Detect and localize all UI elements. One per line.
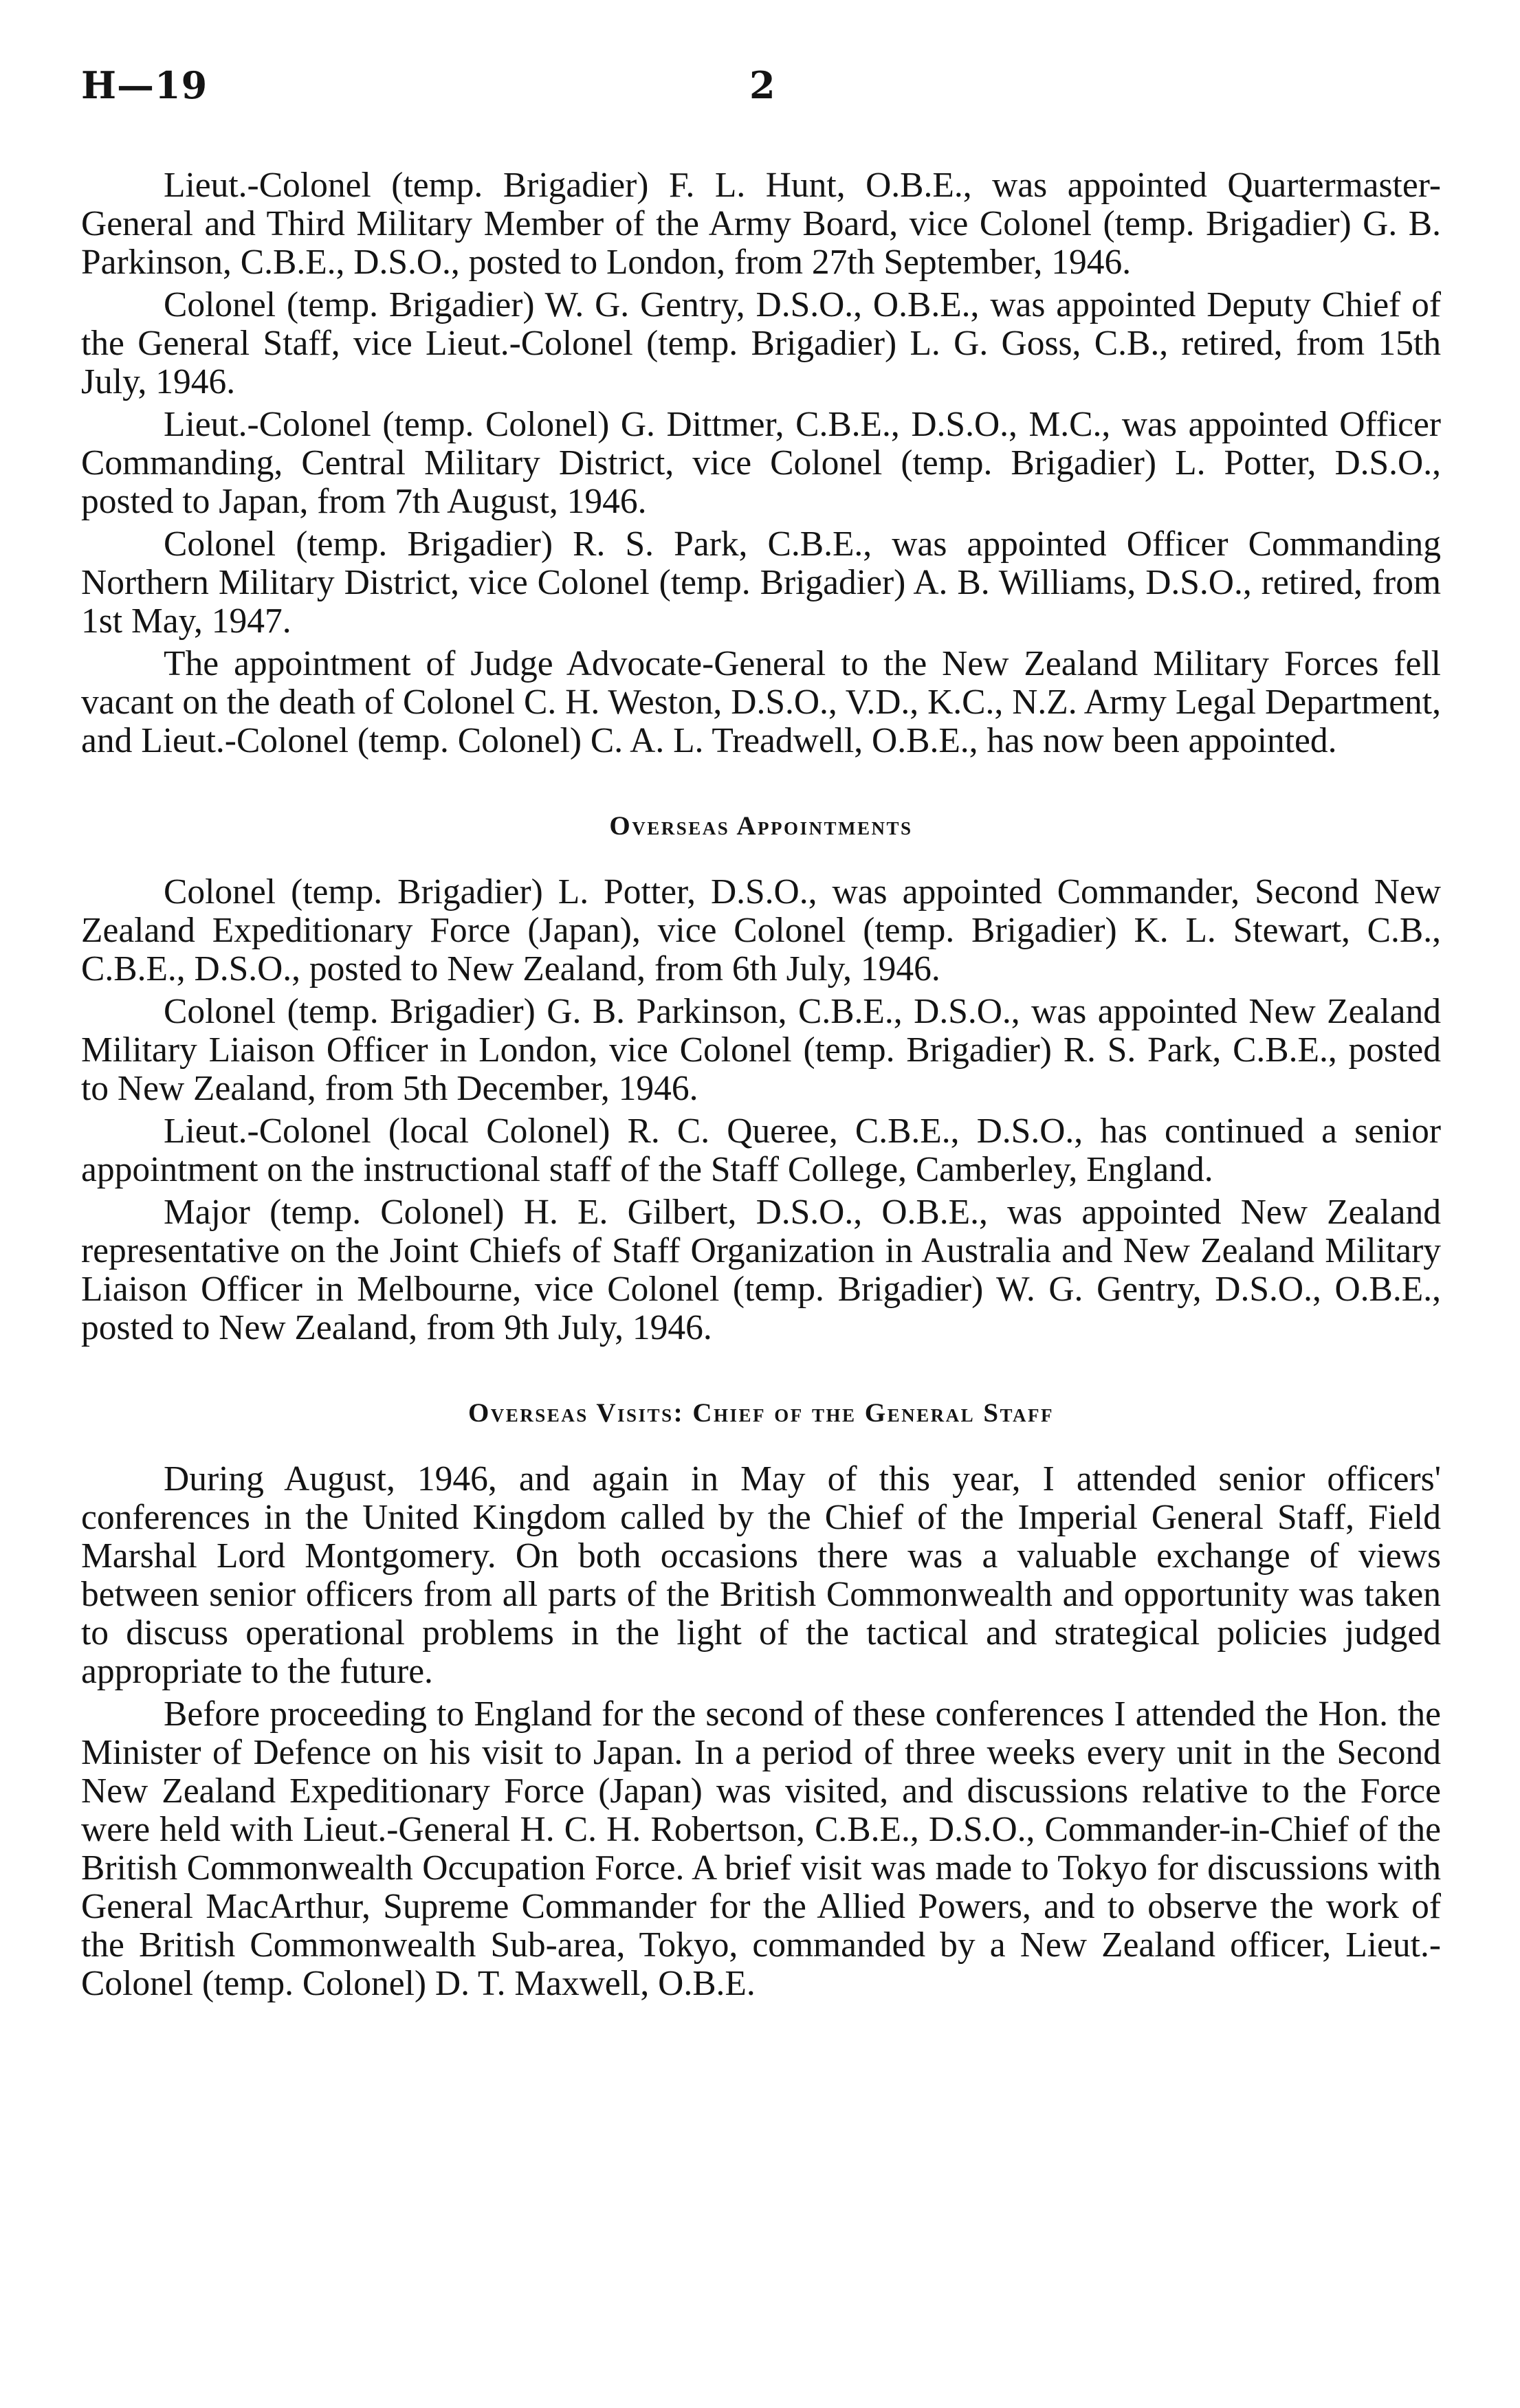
body-text (81, 166, 1441, 2007)
page-number: 2 (749, 63, 775, 107)
paragraph: The appointment of Judge Advocate-General to the New Zealand Military Forces fell vacant on the death of Colonel C. H. Weston, D.S.O., V.D., K.C., N.Z. Army Legal Department, and Lieut.-Colonel (temp. Colonel) C. A. L. Treadwell, O.B.E., has now been appointed. (81, 644, 1441, 760)
document-reference: H—19 (81, 63, 208, 107)
paragraph: Before proceeding to England for the second of these conferences I attended the Hon. the Minister of Defence on his visit to Japan. In a period of three weeks every unit in the Second New Zealand Expeditionary Force (Japan) was visited, and discussions relative to the Force were held with Lieut.-General H. C. H. Robertson, C.B.E., D.S.O., Commander-in-Chief of the British Commonwealth Occupation Force. A brief visit was made to Tokyo for discussions with General MacArthur, Supreme Commander for the Allied Powers, and to observe the work of the British Commonwealth Sub-area, Tokyo, commanded by a New Zealand officer, Lieut.-Colonel (temp. Colonel) D. T. Maxwell, O.B.E. (81, 1694, 1441, 2003)
paragraph: Lieut.-Colonel (local Colonel) R. C. Queree, C.B.E., D.S.O., has continued a senior appointment on the instructional staff of the Staff College, Camberley, England. (81, 1112, 1441, 1189)
section-overseas-appointments (81, 807, 1441, 1347)
section-appointments (81, 166, 1441, 760)
page-header (81, 63, 1449, 132)
section-heading: Overseas Appointments (609, 811, 913, 841)
paragraph: Lieut.-Colonel (temp. Brigadier) F. L. Hunt, O.B.E., was appointed Quartermaster-General and Third Military Member of the Army Board, vice Colonel (temp. Brigadier) G. B. Parkinson, C.B.E., D.S.O., posted to London, from 27th September, 1946. (81, 166, 1441, 282)
paragraph: Colonel (temp. Brigadier) G. B. Parkinson, C.B.E., D.S.O., was appointed New Zealand Military Liaison Officer in London, vice Colonel (temp. Brigadier) R. S. Park, C.B.E., posted to New Zealand, from 5th December, 1946. (81, 992, 1441, 1108)
paragraph: Colonel (temp. Brigadier) W. G. Gentry, D.S.O., O.B.E., was appointed Deputy Chief of the General Staff, vice Lieut.-Colonel (temp. Brigadier) L. G. Goss, C.B., retired, from 15th July, 1946. (81, 285, 1441, 401)
paragraph: Colonel (temp. Brigadier) L. Potter, D.S.O., was appointed Commander, Second New Zealand Expeditionary Force (Japan), vice Colonel (temp. Brigadier) K. L. Stewart, C.B., C.B.E., D.S.O., posted to New Zealand, from 6th July, 1946. (81, 872, 1441, 988)
paragraph: Colonel (temp. Brigadier) R. S. Park, C.B.E., was appointed Officer Commanding Northern Military District, vice Colonel (temp. Brigadier) A. B. Williams, D.S.O., retired, from 1st May, 1947. (81, 524, 1441, 641)
paragraph: During August, 1946, and again in May of this year, I attended senior officers' conferences in the United Kingdom called by the Chief of the Imperial General Staff, Field Marshal Lord Montgomery. On both occasions there was a valuable exchange of views between senior officers from all parts of the British Commonwealth and opportunity was taken to discuss operational problems in the light of the tactical and strategical policies judged appropriate to the future. (81, 1459, 1441, 1691)
paragraph: Lieut.-Colonel (temp. Colonel) G. Dittmer, C.B.E., D.S.O., M.C., was appointed Officer Commanding, Central Military District, vice Colonel (temp. Brigadier) L. Potter, D.S.O., posted to Japan, from 7th August, 1946. (81, 405, 1441, 521)
paragraph: Major (temp. Colonel) H. E. Gilbert, D.S.O., O.B.E., was appointed New Zealand representative on the Joint Chiefs of Staff Organization in Australia and New Zealand Military Liaison Officer in Melbourne, vice Colonel (temp. Brigadier) W. G. Gentry, D.S.O., O.B.E., posted to New Zealand, from 9th July, 1946. (81, 1193, 1441, 1347)
section-heading: Overseas Visits: Chief of the General Staff (467, 1398, 1055, 1428)
section-overseas-visits (81, 1394, 1441, 2003)
